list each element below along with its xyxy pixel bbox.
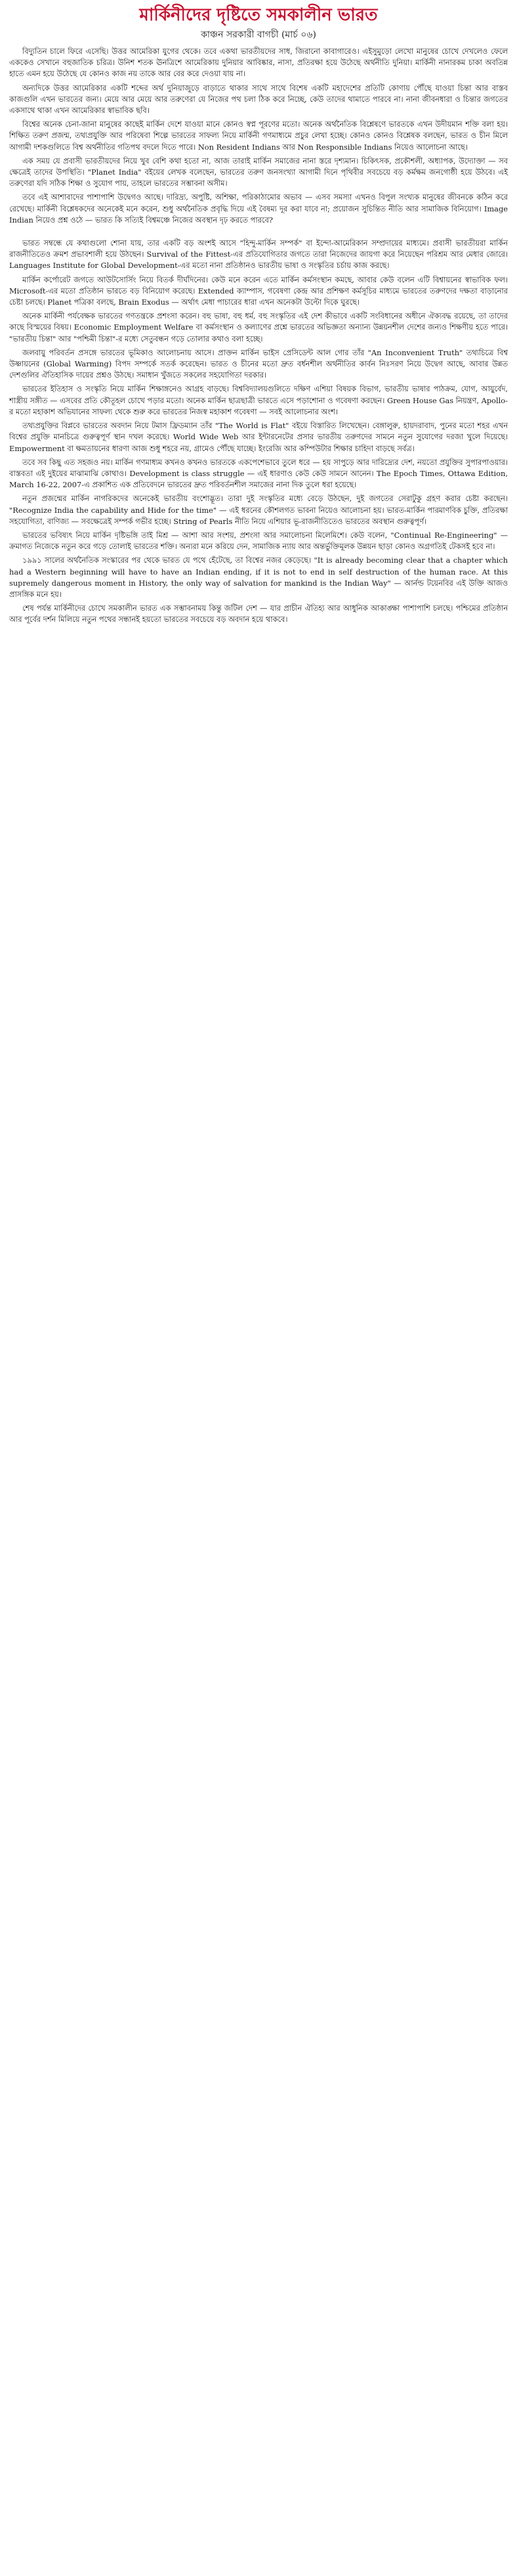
paragraph: ১৯৯১ সালের অর্থনৈতিক সংস্কারের পর থেকে ভারত যে পথে হেঁটেছে, তা বিশ্বের নজর কেড়েছে। "It is already becoming clear that a chapter which had a Western beginning will have to have an Indian ending, if it is not to end in self destruction of the human race. At this supremely dangerous moment in History, the only way of salvation for mankind is the Indian Way" — আর্নল্ড টয়েনবির এই উক্তি আজও প্রাসঙ্গিক মনে হয়। xyxy=(9,556,508,599)
article-body xyxy=(9,46,508,628)
paragraph: মার্কিন কর্পোরেট জগতে আউটসোর্সিং নিয়ে বিতর্ক দীর্ঘদিনের। কেউ মনে করেন এতে মার্কিন কর্মসংস্থান কমছে, আবার কেউ বলেন এটি বিশ্বায়নের স্বাভাবিক ফল। Microsoft-এর মতো প্রতিষ্ঠান ভারতে বড় বিনিয়োগ করেছে। Extended ক্যাম্পাস, গবেষণা কেন্দ্র আর প্রশিক্ষণ কর্মসূচির মাধ্যমে ভারতের তরুণদের দক্ষতা বাড়ানোর চেষ্টা চলছে। Planet পত্রিকা বলছে, Brain Exodus — অর্থাৎ মেধা পাচারের ধারা এখন অনেকটা উল্টো দিকে ঘুরছে। xyxy=(9,274,508,307)
paragraph: বিদ্যুতিন চালে ফিরে এসেছি। উত্তর আমেরিকা যুগের থেকে। তবে একথা ভারতীয়দের সাধ, জিরানো কাবাগারেও। এইসুমুড়ো লেখো মানুষের চোখে দেখলেও ফেলে এককেও সেখানে বহুজাতিক চরিত্র। উনিশ শতক ঊনত্রিশে আমেরিকায় দুনিয়ার আবিষ্কার, নাসা, প্রতিরক্ষা হয়ে উঠেছে অর্থনীতি দুনিয়া। মার্কিনী নানারকম চাকা অবতিন্ন হাতে এমন হয়ে উঠেছে যে কোনও কাজ নয় তাকে আর বের করে দেওয়া যায় না। xyxy=(9,47,508,79)
paragraph: বিশ্বের অনেক চেনা-জানা মানুষের কাছেই মার্কিন দেশে যাওয়া মানে কোনও স্বপ্ন পূরণের মতো। অনেক অর্থনৈতিক বিশ্লেষণে ভারতকে এখন উদীয়মান শক্তি বলা হয়। শিক্ষিত তরুণ প্রজন্ম, তথ্যপ্রযুক্তি আর পরিষেবা শিল্পে ভারতের সাফল্য নিয়ে মার্কিনী গণমাধ্যমে প্রচুর লেখা হচ্ছে। কোনও কোনও বিশ্লেষক বলছেন, ভারত ও চীন মিলে আগামী দশকগুলিতে বিশ্ব অর্থনীতির গতিপথ বদলে দিতে পারে। Non Resident Indians আর Non Responsible Indians নিয়েও আলোচনা আছে। xyxy=(9,120,508,152)
paragraph: জলবায়ু পরিবর্তন প্রসঙ্গে ভারতের ভূমিকাও আলোচনায় আসে। প্রাক্তন মার্কিন ভাইস প্রেসিডেন্ট আল গোর তাঁর "An Inconvenient Truth" তথ্যচিত্রে বিশ্ব উষ্ণায়নের (Global Warming) বিপদ সম্পর্কে সতর্ক করেছেন। ভারত ও চীনের মতো দ্রুত বর্ধনশীল অর্থনীতির কার্বন নিঃসরণ নিয়ে উদ্বেগ আছে, আবার উন্নত দেশগুলির ঐতিহাসিক দায়ের প্রশ্নও উঠছে। সমাধান খুঁজতে সকলের সহযোগিতা দরকার। xyxy=(9,347,508,380)
paragraph: নতুন প্রজন্মের মার্কিন নাগরিকদের অনেকেই ভারতীয় বংশোদ্ভূত। তারা দুই সংস্কৃতির মধ্যে বেড়ে উঠছেন, দুই জগতের সেরাটুকু গ্রহণ করার চেষ্টা করছেন। "Recognize India the capability and Hide for the time" — এই ধরনের কৌশলগত ভাবনা নিয়েও আলোচনা হয়। ভারত-মার্কিন পারমাণবিক চুক্তি, প্রতিরক্ষা সহযোগিতা, বাণিজ্য — সবক্ষেত্রেই সম্পর্ক গভীর হচ্ছে। String of Pearls নীতি নিয়ে এশিয়ার ভূ-রাজনীতিতেও ভারতের অবস্থান গুরুত্বপূর্ণ। xyxy=(9,494,508,526)
article-byline: কাঞ্চন সরকারী বাগচী (মার্চ ০৬) xyxy=(201,30,316,40)
paragraph: তথ্যপ্রযুক্তির বিপ্লবে ভারতের অবদান নিয়ে টমাস ফ্রিডম্যান তাঁর "The World is Flat" বইয়ে বিস্তারিত লিখেছেন। বেঙ্গালুরু, হায়দরাবাদ, পুনের মতো শহর এখন বিশ্বের প্রযুক্তি মানচিত্রে গুরুত্বপূর্ণ স্থান দখল করেছে। World Wide Web আর ইন্টারনেটের প্রসার ভারতীয় তরুণদের সামনে নতুন সুযোগের দরজা খুলে দিয়েছে। Empowerment বা ক্ষমতায়নের ধারণা আজ শুধু শহরে নয়, গ্রামেও পৌঁছে যাচ্ছে। ইংরেজি আর কম্পিউটার শিক্ষার চাহিদা বাড়ছে সর্বত্র। xyxy=(9,421,508,453)
paragraph: শেষ পর্যন্ত মার্কিনীদের চোখে সমকালীন ভারত এক সম্ভাবনাময় কিন্তু জটিল দেশ — যার প্রাচীন ঐতিহ্য আর আধুনিক আকাঙ্ক্ষা পাশাপাশি চলছে। পশ্চিমের প্রতিষ্ঠান আর পূর্বের দর্শন মিলিয়ে নতুন পথের সন্ধানই হয়তো ভারতের সবচেয়ে বড় অবদান হয়ে থাকবে। xyxy=(9,603,508,624)
article-title: মার্কিনীদের দৃষ্টিতে সমকালীন ভারত xyxy=(139,5,378,25)
paragraph: তবে সব কিছু এত সহজও নয়। মার্কিন গণমাধ্যম কখনও কখনও ভারতকে একপেশেভাবে তুলে ধরে — হয় সাপুড়ে আর দারিদ্র্যের দেশ, নয়তো প্রযুক্তির সুপারপাওয়ার। বাস্তবতা এই দুইয়ের মাঝামাঝি কোথাও। Development is class struggle — এই ধারণাও কেউ কেউ সামনে আনেন। The Epoch Times, Ottawa Edition, March 16-22, 2007-এ প্রকাশিত এক প্রতিবেদনে ভারতের দ্রুত পরিবর্তনশীল সমাজের নানা দিক তুলে ধরা হয়েছে। xyxy=(9,457,508,490)
section-break xyxy=(9,229,508,238)
paragraph: ভারতের ভবিষ্যৎ নিয়ে মার্কিন দৃষ্টিভঙ্গি তাই মিশ্র — আশা আর সংশয়, প্রশংসা আর সমালোচনা মিলেমিশে। কেউ বলেন, "Continual Re-Engineering" — ক্রমাগত নিজেকে নতুন করে গড়ে তোলাই ভারতের শক্তি। অন্যরা মনে করিয়ে দেন, সামাজিক ন্যায় আর অন্তর্ভুক্তিমূলক উন্নয়ন ছাড়া কোনও অগ্রগতিই টেকসই হবে না। xyxy=(9,530,508,552)
paragraph: এক সময় যে প্রবাসী ভারতীয়দের নিয়ে খুব বেশি কথা হতো না, আজ তারাই মার্কিন সমাজের নানা স্তরে দৃশ্যমান। চিকিৎসক, প্রকৌশলী, অধ্যাপক, উদ্যোক্তা — সব ক্ষেত্রেই তাদের উপস্থিতি। "Planet India" বইয়ের লেখক বলেছেন, ভারতের তরুণ জনসংখ্যা আগামী দিনে পৃথিবীর সবচেয়ে বড় কর্মক্ষম জনগোষ্ঠী হয়ে উঠবে। এই তরুণেরা যদি সঠিক শিক্ষা ও সুযোগ পায়, তাহলে ভারতের সম্ভাবনা অসীম। xyxy=(9,156,508,188)
paragraph: অনেক মার্কিনী পর্যবেক্ষক ভারতের গণতন্ত্রকে প্রশংসা করেন। বহু ভাষা, বহু ধর্ম, বহু সংস্কৃতির এই দেশ কীভাবে একটি সংবিধানের অধীনে ঐক্যবদ্ধ রয়েছে, তা তাদের কাছে বিস্ময়ের বিষয়। Economic Employment Welfare বা কর্মসংস্থান ও কল্যাণের প্রশ্নে ভারতের অভিজ্ঞতা অন্যান্য উন্নয়নশীল দেশের জন্যও শিক্ষণীয় হতে পারে। "ভারতীয় চিন্তা" আর "পশ্চিমী চিন্তা"-র মধ্যে সেতুবন্ধন গড়ে তোলার কথাও বলা হচ্ছে। xyxy=(9,311,508,343)
paragraph: তবে এই আশাবাদের পাশাপাশি উদ্বেগও আছে। দারিদ্র্য, অপুষ্টি, অশিক্ষা, পরিকাঠামোর অভাব — এসব সমস্যা এখনও বিপুল সংখ্যক মানুষের জীবনকে কঠিন করে রেখেছে। মার্কিনী বিশ্লেষকদের অনেকেই মনে করেন, শুধু অর্থনৈতিক প্রবৃদ্ধি দিয়ে এই বৈষম্য দূর করা যাবে না; প্রয়োজন সুচিন্তিত নীতি আর সামাজিক বিনিয়োগ। Image Indian নিয়েও প্রশ্ন ওঠে — ভারত কি সত্যিই বিশ্বমঞ্চে নিজের অবস্থান দৃঢ় করতে পারবে? xyxy=(9,192,508,225)
paragraph: ভারতের ইতিহাস ও সংস্কৃতি নিয়ে মার্কিন শিক্ষাঙ্গনেও আগ্রহ বাড়ছে। বিশ্ববিদ্যালয়গুলিতে দক্ষিণ এশিয়া বিষয়ক বিভাগ, ভারতীয় ভাষার পাঠক্রম, যোগ, আয়ুর্বেদ, শাস্ত্রীয় সঙ্গীত — এসবের প্রতি কৌতূহল চোখে পড়ার মতো। অনেক মার্কিন ছাত্রছাত্রী ভারতে এসে পড়াশোনা ও গবেষণা করছেন। Green House Gas নিয়ন্ত্রণ, Apollo-র মতো মহাকাশ অভিযানের সাফল্য থেকে শুরু করে ভারতের নিজস্ব মহাকাশ গবেষণা — সবই আলোচনার অংশ। xyxy=(9,384,508,416)
paragraph: অন্যদিকে উত্তর আমেরিকার একটি শব্দের অর্থ দুনিয়াজুড়ে বাড়াতে থাকার সাথে সাথে বিশেষ একটি মহাদেশের প্রতিটি কোণায় পৌঁছে যাওয়া চিন্তা আর বাস্তব কাজগুলি এখন ভারতের জন্য। মেয়ে আর মেয়ে আর তরুণেরা যে নিজের পথ চলা ঠিক করে নিচ্ছে, কেউ তাদের থামাতে পারবে না। নানা জীবনধারা ও চিন্তার জগতের একসাথে থাকা এখন আমেরিকার স্বাভাবিক ছবি। xyxy=(9,83,508,116)
paragraph: ভারত সম্বন্ধে যে কথাগুলো শোনা যায়, তার একটি বড় অংশই আসে "হিন্দু-মার্কিন সম্পর্ক" বা ইন্দো-আমেরিকান সম্প্রদায়ের মাধ্যমে। প্রবাসী ভারতীয়রা মার্কিন রাজনীতিতেও ক্রমশ প্রভাবশালী হয়ে উঠছেন। Survival of the Fittest-এর প্রতিযোগিতার জগতে তারা নিজেদের জায়গা করে নিয়েছেন পরিশ্রম আর মেধার জোরে। Languages Institute for Global Development-এর মতো নানা প্রতিষ্ঠানও ভারতীয় ভাষা ও সংস্কৃতির চর্চায় কাজ করছে। xyxy=(9,238,508,271)
